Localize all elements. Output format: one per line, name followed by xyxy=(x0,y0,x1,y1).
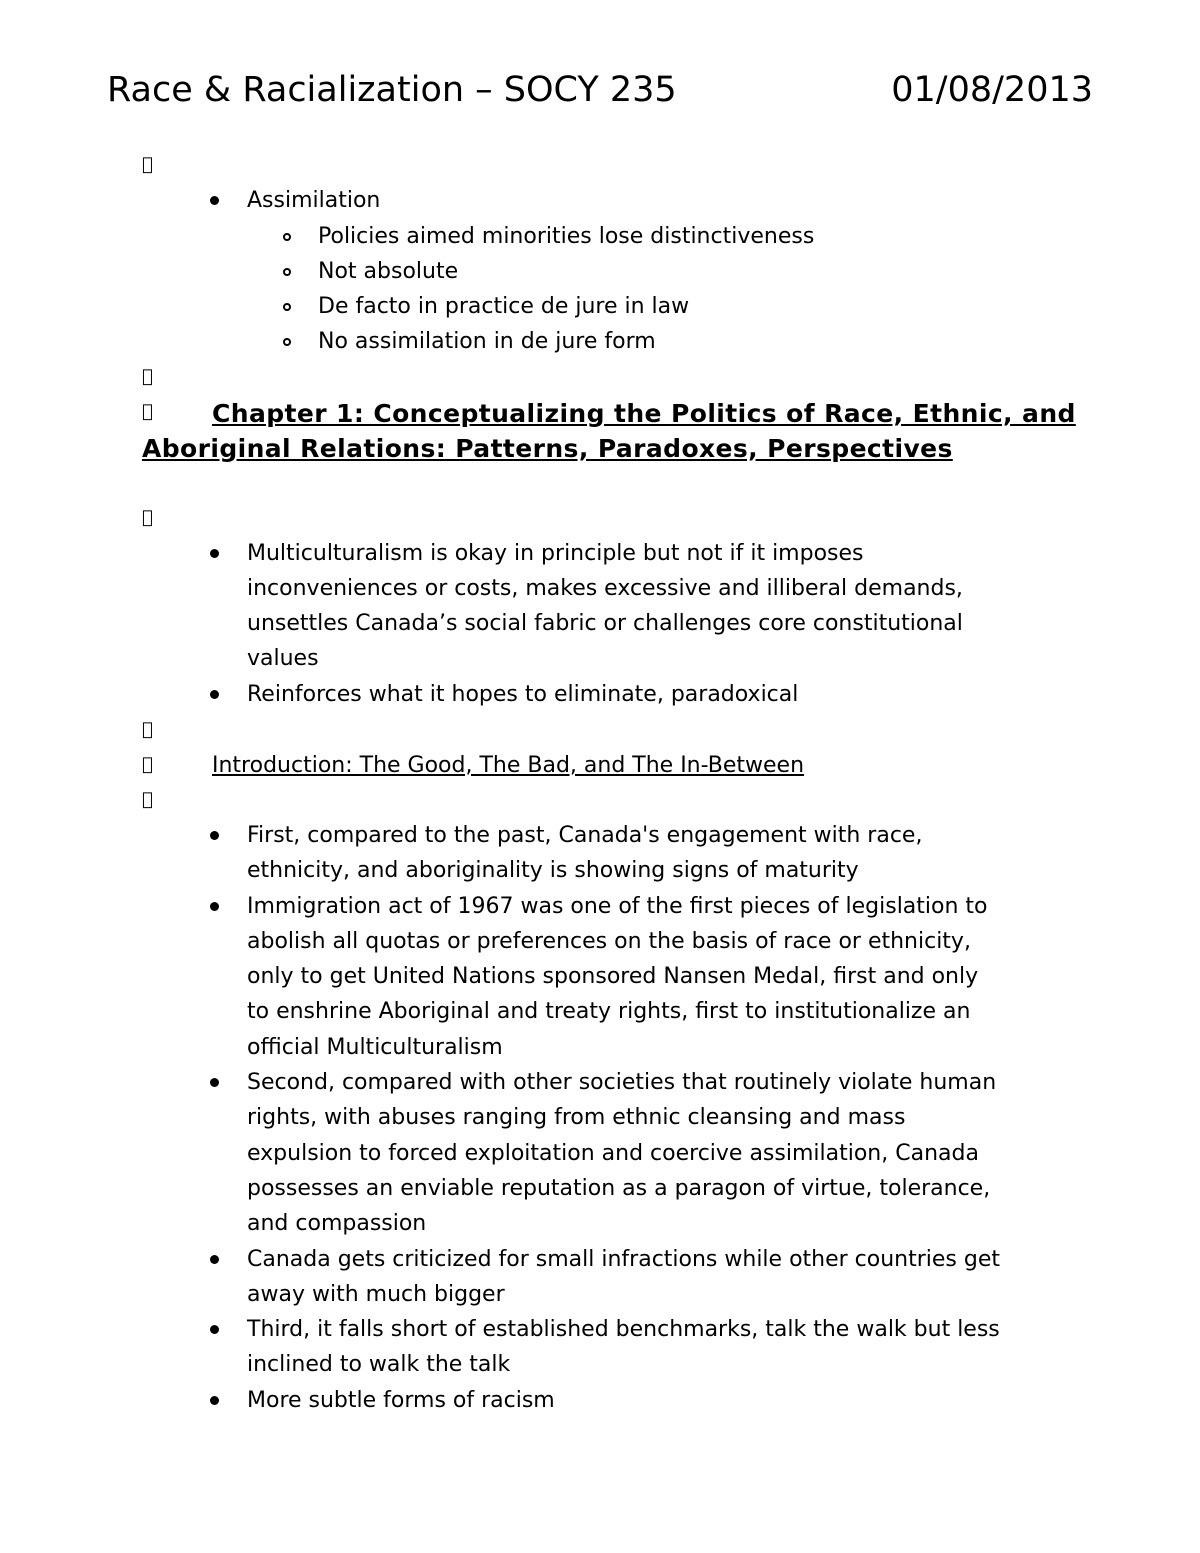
list-item-line: Multiculturalism is okay in principle but not if it imposes xyxy=(247,541,864,566)
sub-list-item: Policies aimed minorities lose distinctiveness xyxy=(318,224,815,249)
chapter-heading-text: Chapter 1: Conceptualizing the Politics of Race, Ethnic, and Aboriginal Relations: Patterns, Paradoxes, Perspectives xyxy=(142,399,1076,463)
list-item-line: rights, with abuses ranging from ethnic cleansing and mass xyxy=(247,1105,906,1130)
list-item-line: to enshrine Aboriginal and treaty rights, first to institutionalize an xyxy=(247,999,971,1024)
list-item: Assimilation xyxy=(247,188,381,213)
bullet-disc xyxy=(210,690,219,699)
bullet-circle xyxy=(283,233,291,241)
list-item-line: unsettles Canada’s social fabric or challenges core constitutional xyxy=(247,611,963,636)
list-item-line: Canada gets criticized for small infractions while other countries get xyxy=(247,1247,1001,1272)
bullet-disc xyxy=(210,831,219,840)
symbol-glyph xyxy=(142,782,153,817)
sub-list-item: No assimilation in de jure form xyxy=(318,329,656,354)
list-item-line: abolish all quotas or preferences on the basis of race or ethnicity, xyxy=(247,929,971,954)
symbol-glyph xyxy=(142,147,153,182)
document-date: 01/08/2013 xyxy=(891,70,1093,110)
list-item-line: values xyxy=(247,646,319,671)
list-item-line: expulsion to forced exploitation and coercive assimilation, Canada xyxy=(247,1141,979,1166)
sub-list-item: Not absolute xyxy=(318,259,459,284)
list-item-line: Third, it falls short of established benchmarks, talk the walk but less xyxy=(247,1317,1000,1342)
list-item-line: inclined to walk the talk xyxy=(247,1352,511,1377)
page-header xyxy=(107,70,1093,120)
symbol-glyph xyxy=(142,712,153,747)
bullet-circle xyxy=(283,268,291,276)
bullet-disc xyxy=(210,902,219,911)
list-item-line: First, compared to the past, Canada's engagement with race, xyxy=(247,823,923,848)
list-item-line: ethnicity, and aboriginality is showing signs of maturity xyxy=(247,858,859,883)
list-item-line: Immigration act of 1967 was one of the first pieces of legislation to xyxy=(247,894,988,919)
symbol-glyph xyxy=(142,359,153,394)
list-item-line: possesses an enviable reputation as a paragon of virtue, tolerance, xyxy=(247,1176,991,1201)
list-item-line: Second, compared with other societies that routinely violate human xyxy=(247,1070,997,1095)
bullet-disc xyxy=(210,1396,219,1405)
list-item-line: only to get United Nations sponsored Nansen Medal, first and only xyxy=(247,964,979,989)
document-title: Race & Racialization – SOCY 235 xyxy=(107,70,677,110)
sub-list-item: De facto in practice de jure in law xyxy=(318,294,690,319)
intro-heading: Introduction: The Good, The Bad, and The In-Between xyxy=(212,753,805,778)
symbol-glyph xyxy=(142,500,153,535)
bullet-circle xyxy=(283,338,291,346)
list-item-line: and compassion xyxy=(247,1211,427,1236)
symbol-glyph xyxy=(142,747,153,782)
bullet-disc xyxy=(210,1078,219,1087)
list-item-line: inconveniences or costs, makes excessive and illiberal demands, xyxy=(247,576,963,601)
list-item-line: official Multiculturalism xyxy=(247,1035,503,1060)
bullet-disc xyxy=(210,196,219,205)
bullet-disc xyxy=(210,1255,219,1264)
list-item-line: More subtle forms of racism xyxy=(247,1388,555,1413)
bullet-circle xyxy=(283,303,291,311)
bullet-disc xyxy=(210,1325,219,1334)
list-item-line: Reinforces what it hopes to eliminate, paradoxical xyxy=(247,682,799,707)
list-item-line: away with much bigger xyxy=(247,1282,505,1307)
bullet-disc xyxy=(210,549,219,558)
chapter-heading xyxy=(142,396,1082,466)
